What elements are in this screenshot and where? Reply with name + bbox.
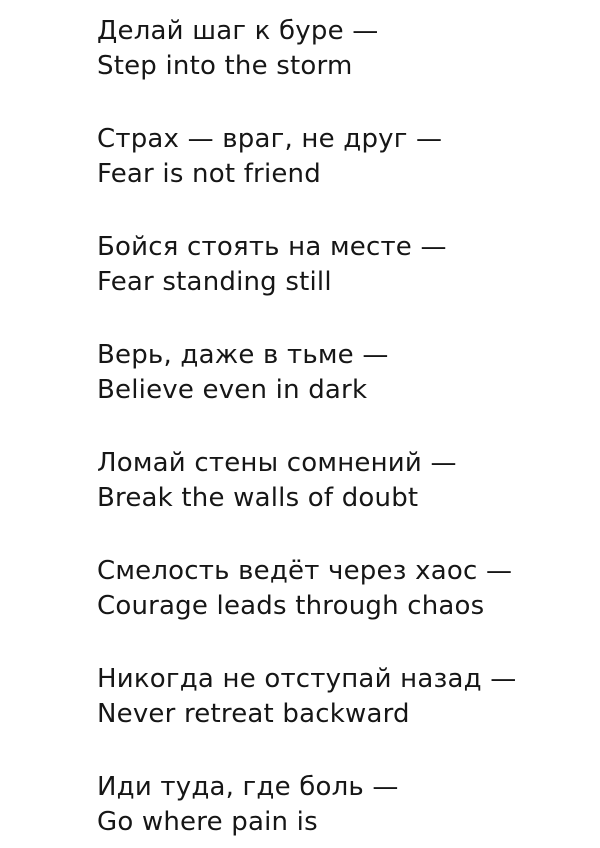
poem-list (97, 14, 580, 840)
line-en: Go where pain is (97, 807, 318, 837)
line-ru: Иди туда, где боль — (97, 772, 399, 802)
poem-stanza (97, 554, 580, 624)
poem-stanza (97, 122, 580, 192)
poem-stanza (97, 338, 580, 408)
line-ru: Ломай стены сомнений — (97, 448, 457, 478)
poem-stanza (97, 14, 580, 84)
line-en: Step into the storm (97, 51, 353, 81)
line-ru: Никогда не отступай назад — (97, 664, 517, 694)
poem-stanza (97, 662, 580, 732)
poem-stanza (97, 230, 580, 300)
line-ru: Делай шаг к буре — (97, 16, 379, 46)
line-en: Courage leads through chaos (97, 591, 485, 621)
line-ru: Смелость ведёт через хаос — (97, 556, 513, 586)
line-en: Break the walls of doubt (97, 483, 419, 513)
line-en: Never retreat backward (97, 699, 410, 729)
line-ru: Страх — враг, не друг — (97, 124, 443, 154)
line-ru: Верь, даже в тьме — (97, 340, 389, 370)
poem-stanza (97, 446, 580, 516)
line-en: Believe even in dark (97, 375, 368, 405)
line-ru: Бойся стоять на месте — (97, 232, 447, 262)
line-en: Fear standing still (97, 267, 332, 297)
poem-stanza (97, 770, 580, 840)
line-en: Fear is not friend (97, 159, 321, 189)
